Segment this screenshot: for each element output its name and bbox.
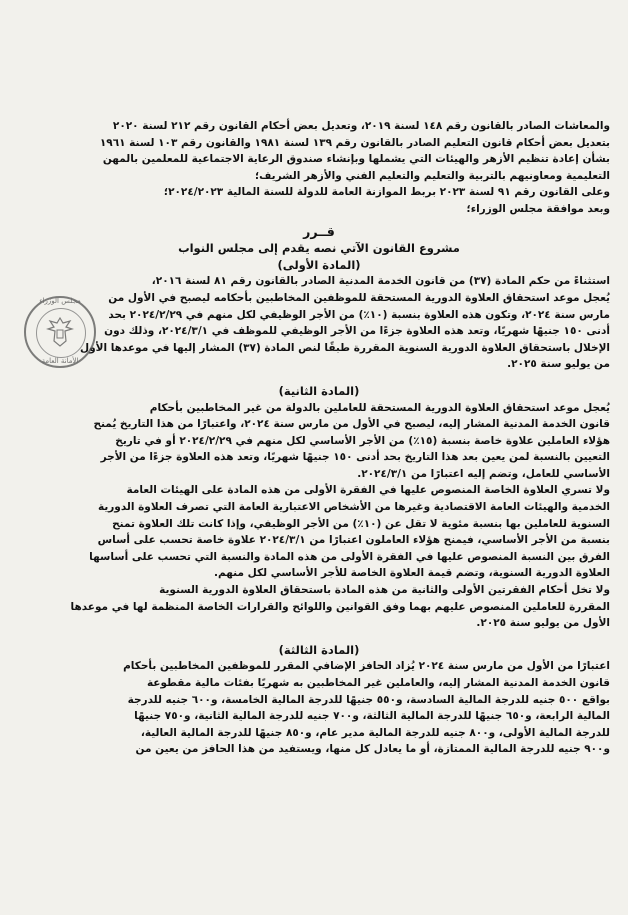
article-2-line: قانون الخدمة المدنية المشار إليه، ليصبح في الأول من مارس سنة ٢٠٢٤، واعتبارًا من هذا التاريخ يُمنح bbox=[93, 418, 610, 431]
intro-line: والمعاشات الصادر بالقانون رقم ١٤٨ لسنة ٢٠١٩، وتعديل بعض أحكام القانون رقم ٢١٢ لسنة ٢٠٢٠ bbox=[112, 120, 610, 132]
article-2-line: التعيين بالنسبة لمن يعين بعد هذا التاريخ بحد أدنى ١٥٠ جنيهًا شهريًا، وتعد هذه العلاوة جزءًا من الأجر bbox=[100, 451, 610, 464]
article-2-line: ولا تخل أحكام الفقرتين الأولى والثانية من هذه المادة باستحقاق العلاوة الدورية السنوية bbox=[159, 584, 610, 597]
decision-subtitle: مشروع القانون الآتي نصه يقدم إلى مجلس النواب bbox=[178, 241, 460, 256]
article-3-line: المالية الرابعة، و٦٥٠ جنيهًا للدرجة المالية الثالثة، و٧٠٠ جنيه للدرجة المالية الثانية، و٧٥٠ جنيهًا bbox=[134, 710, 610, 723]
document-page bbox=[20, 118, 618, 915]
article-2-heading: (المادة الثانية) bbox=[278, 383, 360, 398]
article-2-line: المقررة للعاملين المنصوص عليهم بهما وفق القوانين واللوائح والقرارات الخاصة المنظمة لها في موعدها bbox=[70, 600, 610, 613]
intro-section bbox=[20, 118, 618, 218]
intro-line: التعليمية ومعاونيهم بالتربية والتعليم والتعليم الفني والأزهر الشريف؛ bbox=[254, 169, 610, 182]
article-3-line: اعتبارًا من الأول من مارس سنة ٢٠٢٤ يُزاد الحافز الإضافي المقرر للموظفين المخاطبين بأحكام bbox=[123, 660, 610, 673]
article-1-line: يُعجل موعد استحقاق العلاوة الدورية المستحقة للموظفين المخاطبين بأحكامه ليصبح في الأول من bbox=[108, 291, 610, 304]
official-seal bbox=[24, 296, 96, 368]
seal-top-text: مجلس الوزراء bbox=[39, 297, 81, 305]
article-3-line: و٩٠٠ جنيه للدرجة المالية الممتازة، أو ما يعادل كل منها، ويستفيد من هذا الحافز من يعين من bbox=[135, 743, 610, 756]
article-2-line: ولا تسري العلاوة الخاصة المنصوص عليها في الفقرة الأولى من هذه المادة على الهيئات العامة bbox=[126, 484, 610, 497]
article-3-line: قانون الخدمة المدنية المشار إليه، والعاملين غير المخاطبين به شهريًا بفئات مالية مقطوعة bbox=[146, 677, 610, 689]
article-2-line: الفرق بين النسبة المنصوص عليها في الفقرة الأولى من هذه المادة والنسبة التي تحسب على أساسها bbox=[89, 550, 610, 563]
article-1-line: من يوليو سنة ٢٠٢٥. bbox=[507, 358, 610, 371]
article-2-line: هؤلاء العاملين علاوة خاصة بنسبة (١٥٪) من الأجر الأساسي لكل منهم في ٢٠٢٤/٢/٢٩ أو في تاريخ bbox=[115, 434, 610, 447]
intro-line: وعلى القانون رقم ٩١ لسنة ٢٠٢٣ بربط الموازنة العامة للدولة للسنة المالية ٢٠٢٤/٢٠٢٣؛ bbox=[163, 186, 610, 199]
intro-line: بشأن إعادة تنظيم الأزهر والهيئات التي يشملها وبإنشاء صندوق الرعاية الاجتماعية للمعلمين بالمهن bbox=[102, 153, 610, 166]
article-2-line: بنسبة من الأجر الأساسي، فيمنح هؤلاء العاملون اعتبارًا من ٢٠٢٤/٣/١ علاوة خاصة تحسب على أساس bbox=[97, 534, 610, 547]
article-2-line: السنوية للعاملين بها بنسبة مئوية لا تقل عن (١٠٪) من الأجر الوظيفي، وإذا كانت تلك العلاوة تمنح bbox=[112, 517, 610, 530]
article-3-line: بواقع ٥٠٠ جنيه للدرجة المالية السادسة، و٥٥٠ جنيهًا للدرجة المالية الخامسة، و٦٠٠ جنيه للدرجة bbox=[127, 693, 610, 706]
article-3-heading: (المادة الثالثة) bbox=[278, 642, 360, 657]
article-2-line: الأساسي للعامل، وتضم إليه اعتبارًا من ٢٠٢٤/٣/١. bbox=[357, 467, 610, 480]
article-1-heading: (المادة الأولى) bbox=[277, 257, 361, 272]
article-1-line: مارس سنة ٢٠٢٤، وتكون هذه العلاوة بنسبة (١٠٪) من الأجر الوظيفي لكل منهم في ٢٠٢٤/٢/٢٩ بحد bbox=[108, 308, 610, 321]
article-2-line: العلاوة الدورية السنوية، وتضم قيمة العلاوة الخاصة للأجر الأساسي لكل منهم. bbox=[214, 567, 610, 580]
intro-line: وبعد موافقة مجلس الوزراء؛ bbox=[466, 202, 610, 215]
article-2-line: الخدمية والهيئات العامة الاقتصادية وغيرها من الأشخاص الاعتبارية العامة التي تصرف العلاوة الدورية bbox=[97, 501, 610, 514]
article-2 bbox=[20, 383, 618, 632]
article-1-line: استثناءً من حكم المادة (٣٧) من قانون الخدمة المدنية الصادر بالقانون رقم ٨١ لسنة ٢٠١٦، bbox=[151, 275, 610, 288]
article-1-line: الإخلال باستحقاق العلاوة الدورية السنوية المقررة طبقًا لنص المادة (٣٧) المشار إليها في موعدها الأول bbox=[79, 341, 610, 354]
eagle-emblem-icon bbox=[46, 315, 74, 351]
article-2-line: الأول من يوليو سنة ٢٠٢٥. bbox=[476, 617, 610, 630]
article-3-line: للدرجة المالية الأولى، و٨٠٠ جنيه للدرجة المالية مدير عام، و٨٥٠ جنيهًا للدرجة المالية العالية، bbox=[140, 726, 610, 739]
article-2-line: يُعجل موعد استحقاق العلاوة الدورية المستحقة للعاملين بالدولة من غير المخاطبين بأحكام bbox=[149, 401, 610, 414]
article-3 bbox=[20, 642, 618, 758]
intro-line: بتعديل بعض أحكام قانون التعليم الصادر بالقانون رقم ١٣٩ لسنة ١٩٨١ والقانون رقم ١٠٣ لسنة ١٩٦١ bbox=[99, 136, 610, 149]
seal-bottom-text: الأمانة العامة bbox=[41, 357, 79, 365]
decision-title: قــرر bbox=[303, 223, 335, 239]
article-1 bbox=[20, 257, 618, 373]
article-1-line: أدنى ١٥٠ جنيهًا شهريًا، وتعد هذه العلاوة جزءًا من الأجر الوظيفي للموظف في ٢٠٢٤/٣/١، وذلك دون bbox=[104, 325, 610, 338]
